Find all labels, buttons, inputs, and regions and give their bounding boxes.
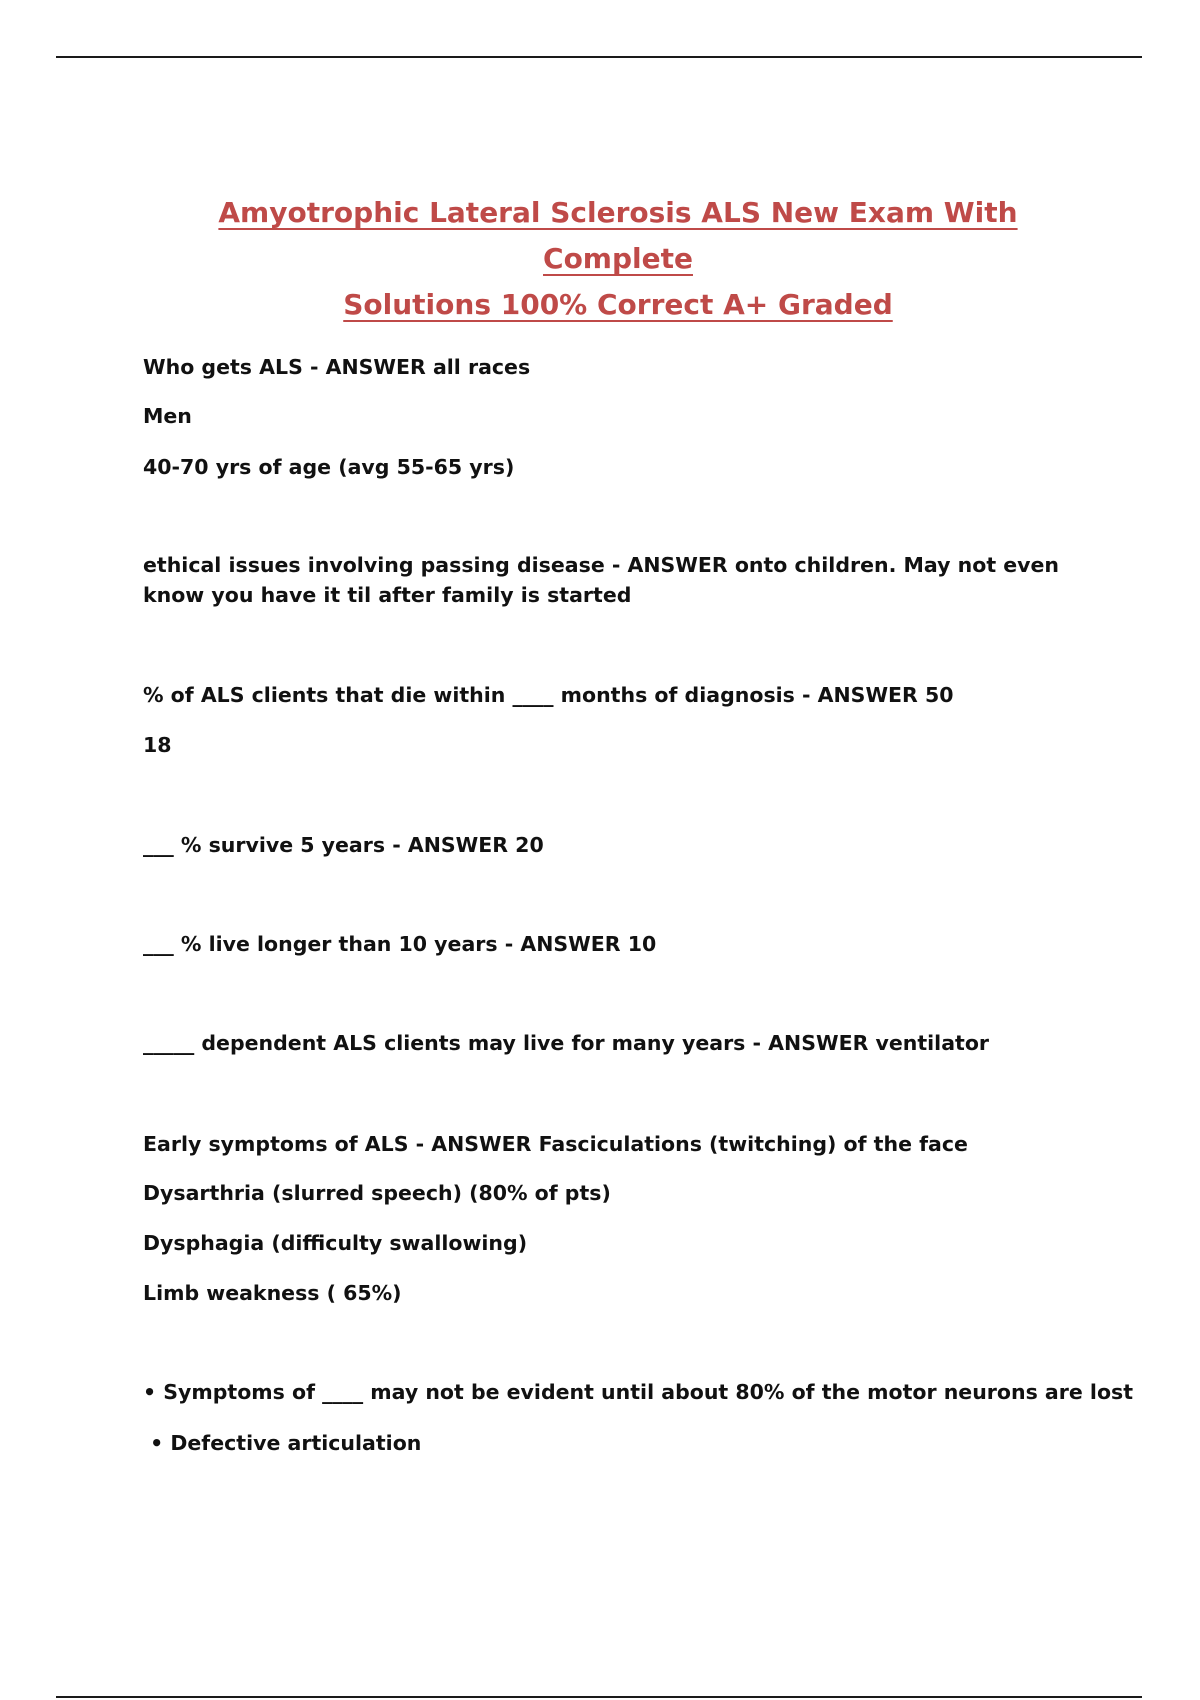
bottom-rule <box>56 1696 1142 1698</box>
qa-7-question: Early symptoms of ALS - ANSWER Fasciculations (twitching) of the face <box>143 1132 968 1156</box>
qa-3-answer-line-2: 18 <box>143 733 172 757</box>
qa-7-answer-line-2: Dysarthria (slurred speech) (80% of pts) <box>143 1181 611 1205</box>
qa-1-answer-line-3: 40-70 yrs of age (avg 55-65 yrs) <box>143 455 515 479</box>
top-rule <box>56 56 1142 58</box>
title-line-2: Solutions 100% Correct A+ Graded <box>343 288 893 321</box>
qa-5-question: ___ % live longer than 10 years - ANSWER 10 <box>143 932 657 956</box>
qa-8-question: • Symptoms of ____ may not be evident until about 80% of the motor neurons are lost <box>143 1380 1134 1404</box>
qa-1-question: Who gets ALS - ANSWER all races <box>143 355 531 379</box>
qa-6-question: _____ dependent ALS clients may live for many years - ANSWER ventilator <box>143 1031 990 1055</box>
title-line-1: Amyotrophic Lateral Sclerosis ALS New Exam With Complete <box>218 196 1018 275</box>
qa-2-question: ethical issues involving passing disease - ANSWER onto children. May not even know you have it til after family is started <box>143 553 1060 607</box>
qa-8-answer-line-2: • Defective articulation <box>143 1431 422 1455</box>
document-title <box>143 190 1093 328</box>
qa-4-question: ___ % survive 5 years - ANSWER 20 <box>143 833 544 857</box>
qa-3-question: % of ALS clients that die within ____ months of diagnosis - ANSWER 50 <box>143 683 954 707</box>
qa-7-answer-line-3: Dysphagia (difficulty swallowing) <box>143 1231 528 1255</box>
qa-1-answer-line-2: Men <box>143 404 192 428</box>
qa-7-answer-line-4: Limb weakness ( 65%) <box>143 1281 402 1305</box>
